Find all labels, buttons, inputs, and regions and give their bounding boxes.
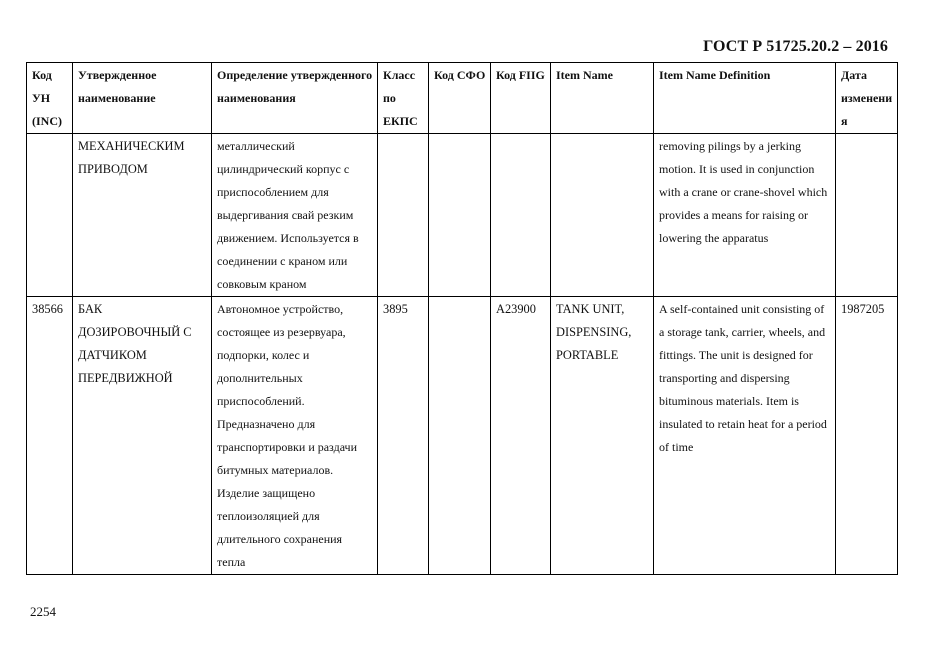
cell-class: 3895 [378,297,429,575]
cell-inc: 38566 [27,297,73,575]
col-header-definition: Определение утвержденного наименования [212,63,378,134]
col-header-class: Класс по ЕКПС [378,63,429,134]
cell-sfo [429,134,491,297]
cell-date [836,134,898,297]
cell-class [378,134,429,297]
document-standard-number: ГОСТ Р 51725.20.2 – 2016 [703,38,888,55]
cell-date: 1987205 [836,297,898,575]
cell-fiig: A23900 [491,297,551,575]
cell-item-name: TANK UNIT, DISPENSING, PORTABLE [551,297,654,575]
page-number: 2254 [30,604,56,619]
cell-definition: Автономное устройство, состоящее из резервуара, подпорки, колес и дополнительных приспособлений. Предназначено для транспортировки и раздачи битумных материалов. Изделие защищено теплоизоляцией для длительного сохранения тепла [212,297,378,575]
col-header-item-definition: Item Name Definition [654,63,836,134]
cell-item-definition: removing pilings by a jerking motion. It is used in conjunction with a crane or crane-shovel which provides a means for raising or lowering the apparatus [654,134,836,297]
col-header-sfo: Код СФО [429,63,491,134]
col-header-approved-name: Утвержденное наименование [73,63,212,134]
cell-item-definition: A self-contained unit consisting of a storage tank, carrier, wheels, and fittings. The unit is designed for transporting and dispersing bituminous materials. Item is insulated to retain heat for a period of time [654,297,836,575]
table-header-row [27,63,898,134]
table-row [27,297,898,575]
cell-item-name [551,134,654,297]
col-header-fiig: Код FIIG [491,63,551,134]
table-row [27,134,898,297]
classification-table [26,62,898,575]
col-header-item-name: Item Name [551,63,654,134]
cell-inc [27,134,73,297]
col-header-inc: Код УН (INC) [27,63,73,134]
cell-sfo [429,297,491,575]
cell-approved-name: МЕХАНИЧЕСКИМ ПРИВОДОМ [73,134,212,297]
col-header-date: Дата изменения [836,63,898,134]
cell-approved-name: БАК ДОЗИРОВОЧНЫЙ С ДАТЧИКОМ ПЕРЕДВИЖНОЙ [73,297,212,575]
cell-definition: металлический цилиндрический корпус с приспособлением для выдергивания свай резким движением. Используется в соединении с краном или совковым краном [212,134,378,297]
cell-fiig [491,134,551,297]
